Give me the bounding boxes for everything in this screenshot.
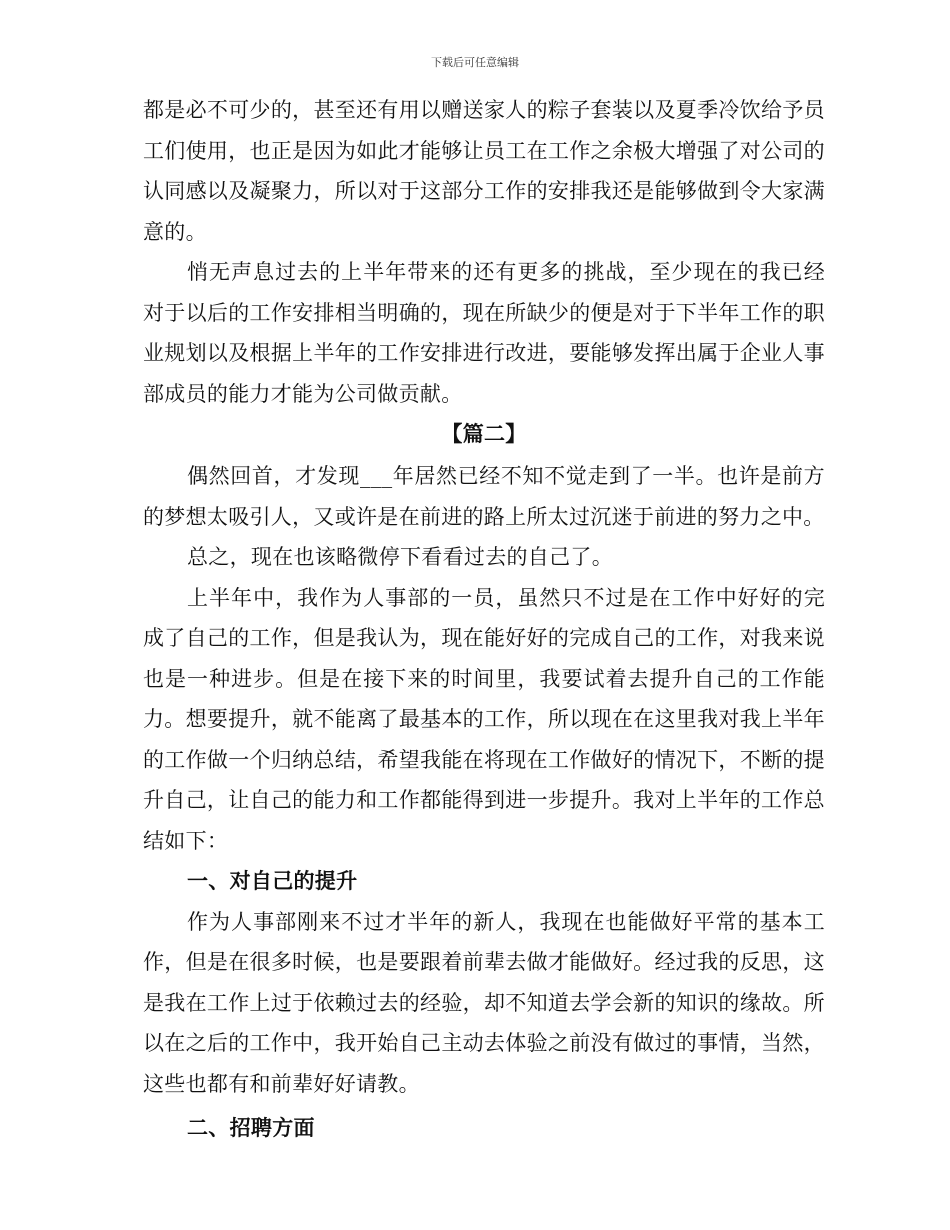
paragraph-3: 偶然回首，才发现___年居然已经不知不觉走到了一半。也许是前方的梦想太吸引人，又或许是在前进的路上所太过沉迷于前进的努力之中。 [143,464,825,529]
section-title: 【篇二】 [441,422,527,446]
paragraph-4: 总之，现在也该略微停下看看过去的自己了。 [187,545,613,569]
paragraph-6: 作为人事部刚来不过才半年的新人，我现在也能做好平常的基本工作，但是在很多时候，也是要跟着前辈去做才能做好。经过我的反思，这是我在工作上过于依赖过去的经验，却不知道去学会新的知识的缘故。所以在之后的工作中，我开始自己主动去体验之前没有做过的事情，当然，这些也都有和前辈好好请教。 [143,909,825,1096]
document-body [143,90,825,1149]
heading-self-improvement: 一、对自己的提升 [187,869,358,893]
heading-recruitment: 二、招聘方面 [187,1116,315,1140]
paragraph-2: 悄无声息过去的上半年带来的还有更多的挑战，至少现在的我已经对于以后的工作安排相当明确的，现在所缺少的便是对于下半年工作的职业规划以及根据上半年的工作安排进行改进，要能够发挥出属于企业人事部成员的能力才能为公司做贡献。 [143,260,825,406]
paragraph-5: 上半年中，我作为人事部的一员，虽然只不过是在工作中好好的完成了自己的工作，但是我认为，现在能好好的完成自己的工作，对我来说也是一种进步。但是在接下来的时间里，我要试着去提升自己的工作能力。想要提升，就不能离了最基本的工作，所以现在在这里我对我上半年的工作做一个归纳总结，希望我能在将现在工作做好的情况下，不断的提升自己，让自己的能力和工作都能得到进一步提升。我对上半年的工作总结如下： [143,585,825,853]
paragraph-1: 都是必不可少的，甚至还有用以赠送家人的粽子套装以及夏季冷饮给予员工们使用，也正是因为如此才能够让员工在工作之余极大增强了对公司的认同感以及凝聚力，所以对于这部分工作的安排我还是能够做到令大家满意的。 [143,98,825,244]
page-header: 下载后可任意编辑 [431,56,519,69]
